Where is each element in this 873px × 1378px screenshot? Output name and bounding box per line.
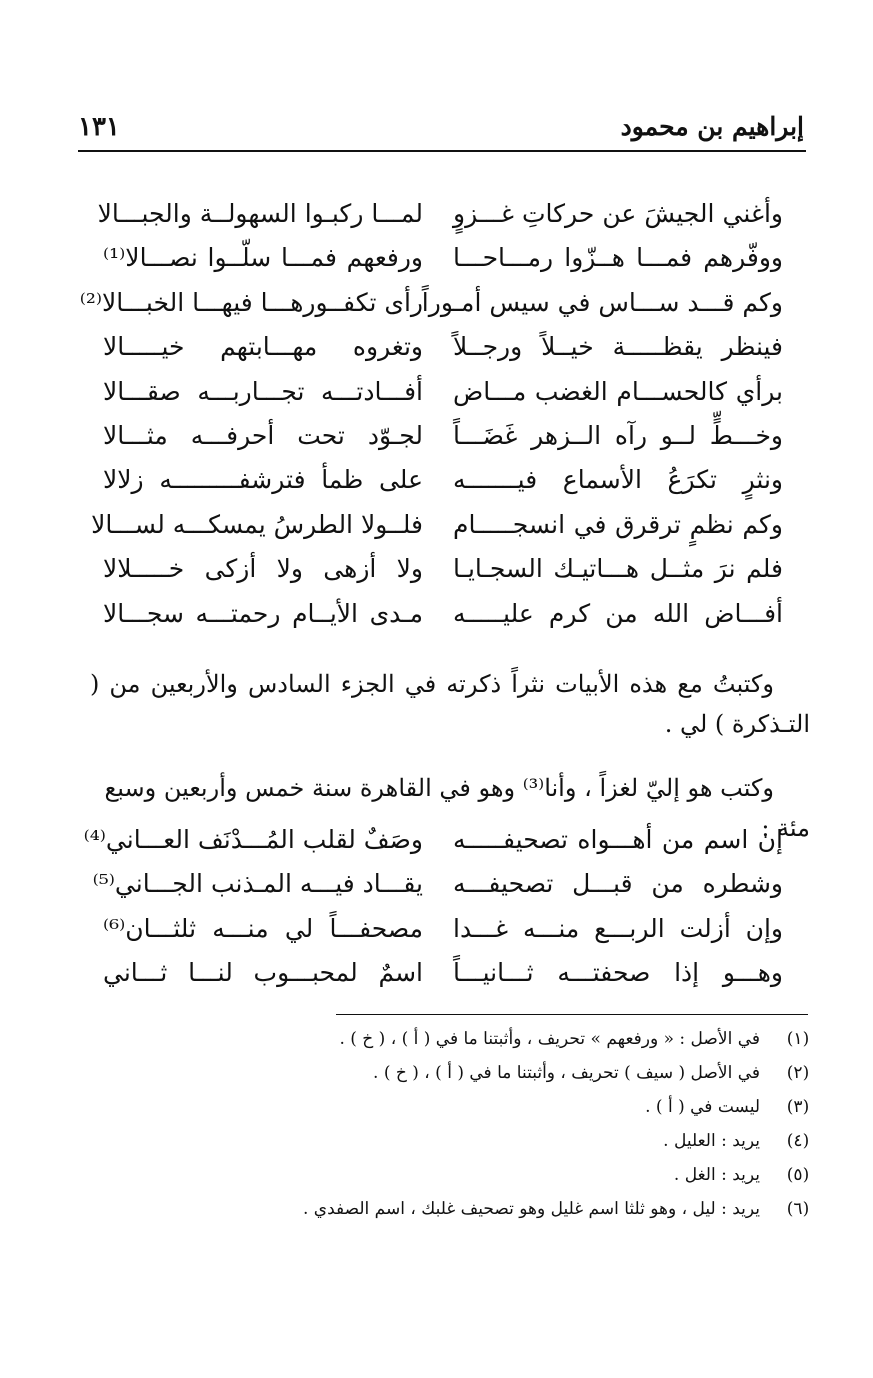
verse (95, 236, 795, 280)
verse (95, 458, 795, 502)
first-hemistich: فلم نرَ مثــل هـــاتيـك السجـايـا (453, 554, 783, 584)
footnote (200, 1124, 818, 1158)
first-hemistich: وكم نظمٍ ترقرق في انسجـــــام (453, 509, 783, 539)
running-title: إبراهيم بن محمود (620, 112, 804, 141)
page-number: ١٣١ (78, 112, 120, 142)
second-hemistich: فلــولا الطرسُ يمسكـــه لســـالا (91, 509, 423, 539)
verse (91, 503, 795, 547)
second-hemistich: ولا أزهى ولا أزكى خـــــلالا (103, 554, 423, 584)
header-rule (78, 150, 806, 152)
verse (95, 325, 795, 369)
first-hemistich: ونثرٍ تكرَعُ الأسماع فيـــــــه (453, 465, 783, 495)
prose-text: وكتب هو إليّ لغزاً ، وأنا⁽³⁾ وهو في القاهرة سنة خمس وأربعين وسبع مئة : (104, 774, 810, 842)
second-hemistich: رأى تكفــورهـــا فيهـــا الخبـــالا⁽²⁾ (79, 287, 423, 317)
footnote-text: في الأصل : « ورفعهم » تحريف ، وأثبتنا ما في ( أ ) ، ( خ ) . (339, 1029, 760, 1049)
second-hemistich: مـدى الأيــام رحمتـــه سجـــالا (103, 598, 423, 628)
footnote (200, 1022, 818, 1056)
footnote-text: يريد : الغل . (673, 1165, 760, 1185)
footnote-number: (٥) (786, 1165, 810, 1185)
footnote-number: (٤) (786, 1131, 810, 1151)
footnote-text: يريد : العليل . (663, 1131, 760, 1151)
prose-text: وكتبتُ مع هذه الأبيات نثراً ذكرته في الجزء السادس والأربعين من ( التـذكرة ) لي . (90, 670, 810, 738)
footnote-number: (٣) (786, 1097, 810, 1117)
verse (95, 414, 795, 458)
footnote (200, 1090, 818, 1124)
verse (95, 951, 795, 995)
footnote-number: (٢) (786, 1063, 810, 1083)
second-hemistich: اسمٌ لمحبـــوب لنـــا ثـــاني (103, 957, 423, 987)
first-hemistich: إن اسم من أهـــواه تصحيفـــــه (453, 825, 783, 854)
verse (95, 192, 795, 236)
footnote-number: (٦) (786, 1199, 810, 1219)
first-hemistich: برأي كالحســـام الغضب مـــاض (453, 376, 783, 406)
second-hemistich: على ظمأ فترشفـــــــــه زلالا (103, 465, 423, 495)
footnote-text: يريد : ليل ، وهو ثلثا اسم غليل وهو تصحيف غلبك ، اسم الصفدي . (303, 1199, 760, 1219)
poem-1 (79, 192, 795, 636)
verse (95, 592, 795, 636)
footnote-rule (336, 1014, 808, 1015)
footnote-text: ليست في ( أ ) . (645, 1097, 760, 1117)
second-hemistich: يقـــاد فيـــه المـذنب الجـــاني⁽⁵⁾ (92, 869, 423, 899)
second-hemistich: وصَفٌ لقلب المُـــدْنَف العـــاني⁽⁴⁾ (83, 825, 423, 854)
prose-paragraph-1 (90, 664, 810, 744)
first-hemistich: وإن أزلت الربـــع منـــه غـــدا (453, 913, 783, 943)
first-hemistich: وخـــطٍّ لــو رآه الــزهر غَضَـــاً (453, 420, 783, 450)
footnote-number: (١) (786, 1029, 810, 1049)
second-hemistich: ورفعهم فمـــا سلّــوا نصـــالا⁽¹⁾ (103, 243, 423, 273)
first-hemistich: أفـــاض الله من كرم عليـــــه (453, 598, 783, 628)
first-hemistich: ووفّرهم فمـــا هــزّوا رمـــاحـــا (453, 243, 783, 273)
verse (95, 370, 795, 414)
footnote (200, 1192, 818, 1226)
footnote-text: في الأصل ( سيف ) تحريف ، وأثبتنا ما في ( أ ) ، ( خ ) . (373, 1063, 760, 1083)
first-hemistich: فينظر يقظـــــة خيــلاً ورجــلاً (453, 332, 783, 362)
footnotes (200, 1022, 818, 1226)
verse (83, 818, 795, 862)
second-hemistich: وتغروه مهـــابتهم خيـــــالا (103, 332, 423, 362)
second-hemistich: لمـــا ركبـوا السهولــة والجبـــالا (97, 199, 423, 228)
verse (79, 281, 795, 325)
footnote (200, 1158, 818, 1192)
second-hemistich: لجـوّد تحت أحرفـــه مثـــالا (103, 420, 423, 450)
verse (92, 862, 795, 906)
verse (95, 547, 795, 591)
footnote (200, 1056, 818, 1090)
second-hemistich: أفـــادتـــه تجـــاربـــه صقـــالا (103, 376, 423, 406)
first-hemistich: وأغني الجيشَ عن حركاتِ غـــزوٍ (453, 199, 783, 228)
poem-2 (83, 818, 795, 995)
first-hemistich: وكم قـــد ســـاس في سيس أمـوراً (421, 287, 783, 317)
page-header (78, 112, 804, 150)
second-hemistich: مصحفـــاً لي منـــه ثلثـــان⁽⁶⁾ (103, 913, 423, 943)
first-hemistich: وهـــو إذا صحفتـــه ثـــانيـــاً (453, 957, 783, 987)
first-hemistich: وشطره من قبـــل تصحيفـــه (453, 869, 783, 899)
verse (95, 907, 795, 951)
